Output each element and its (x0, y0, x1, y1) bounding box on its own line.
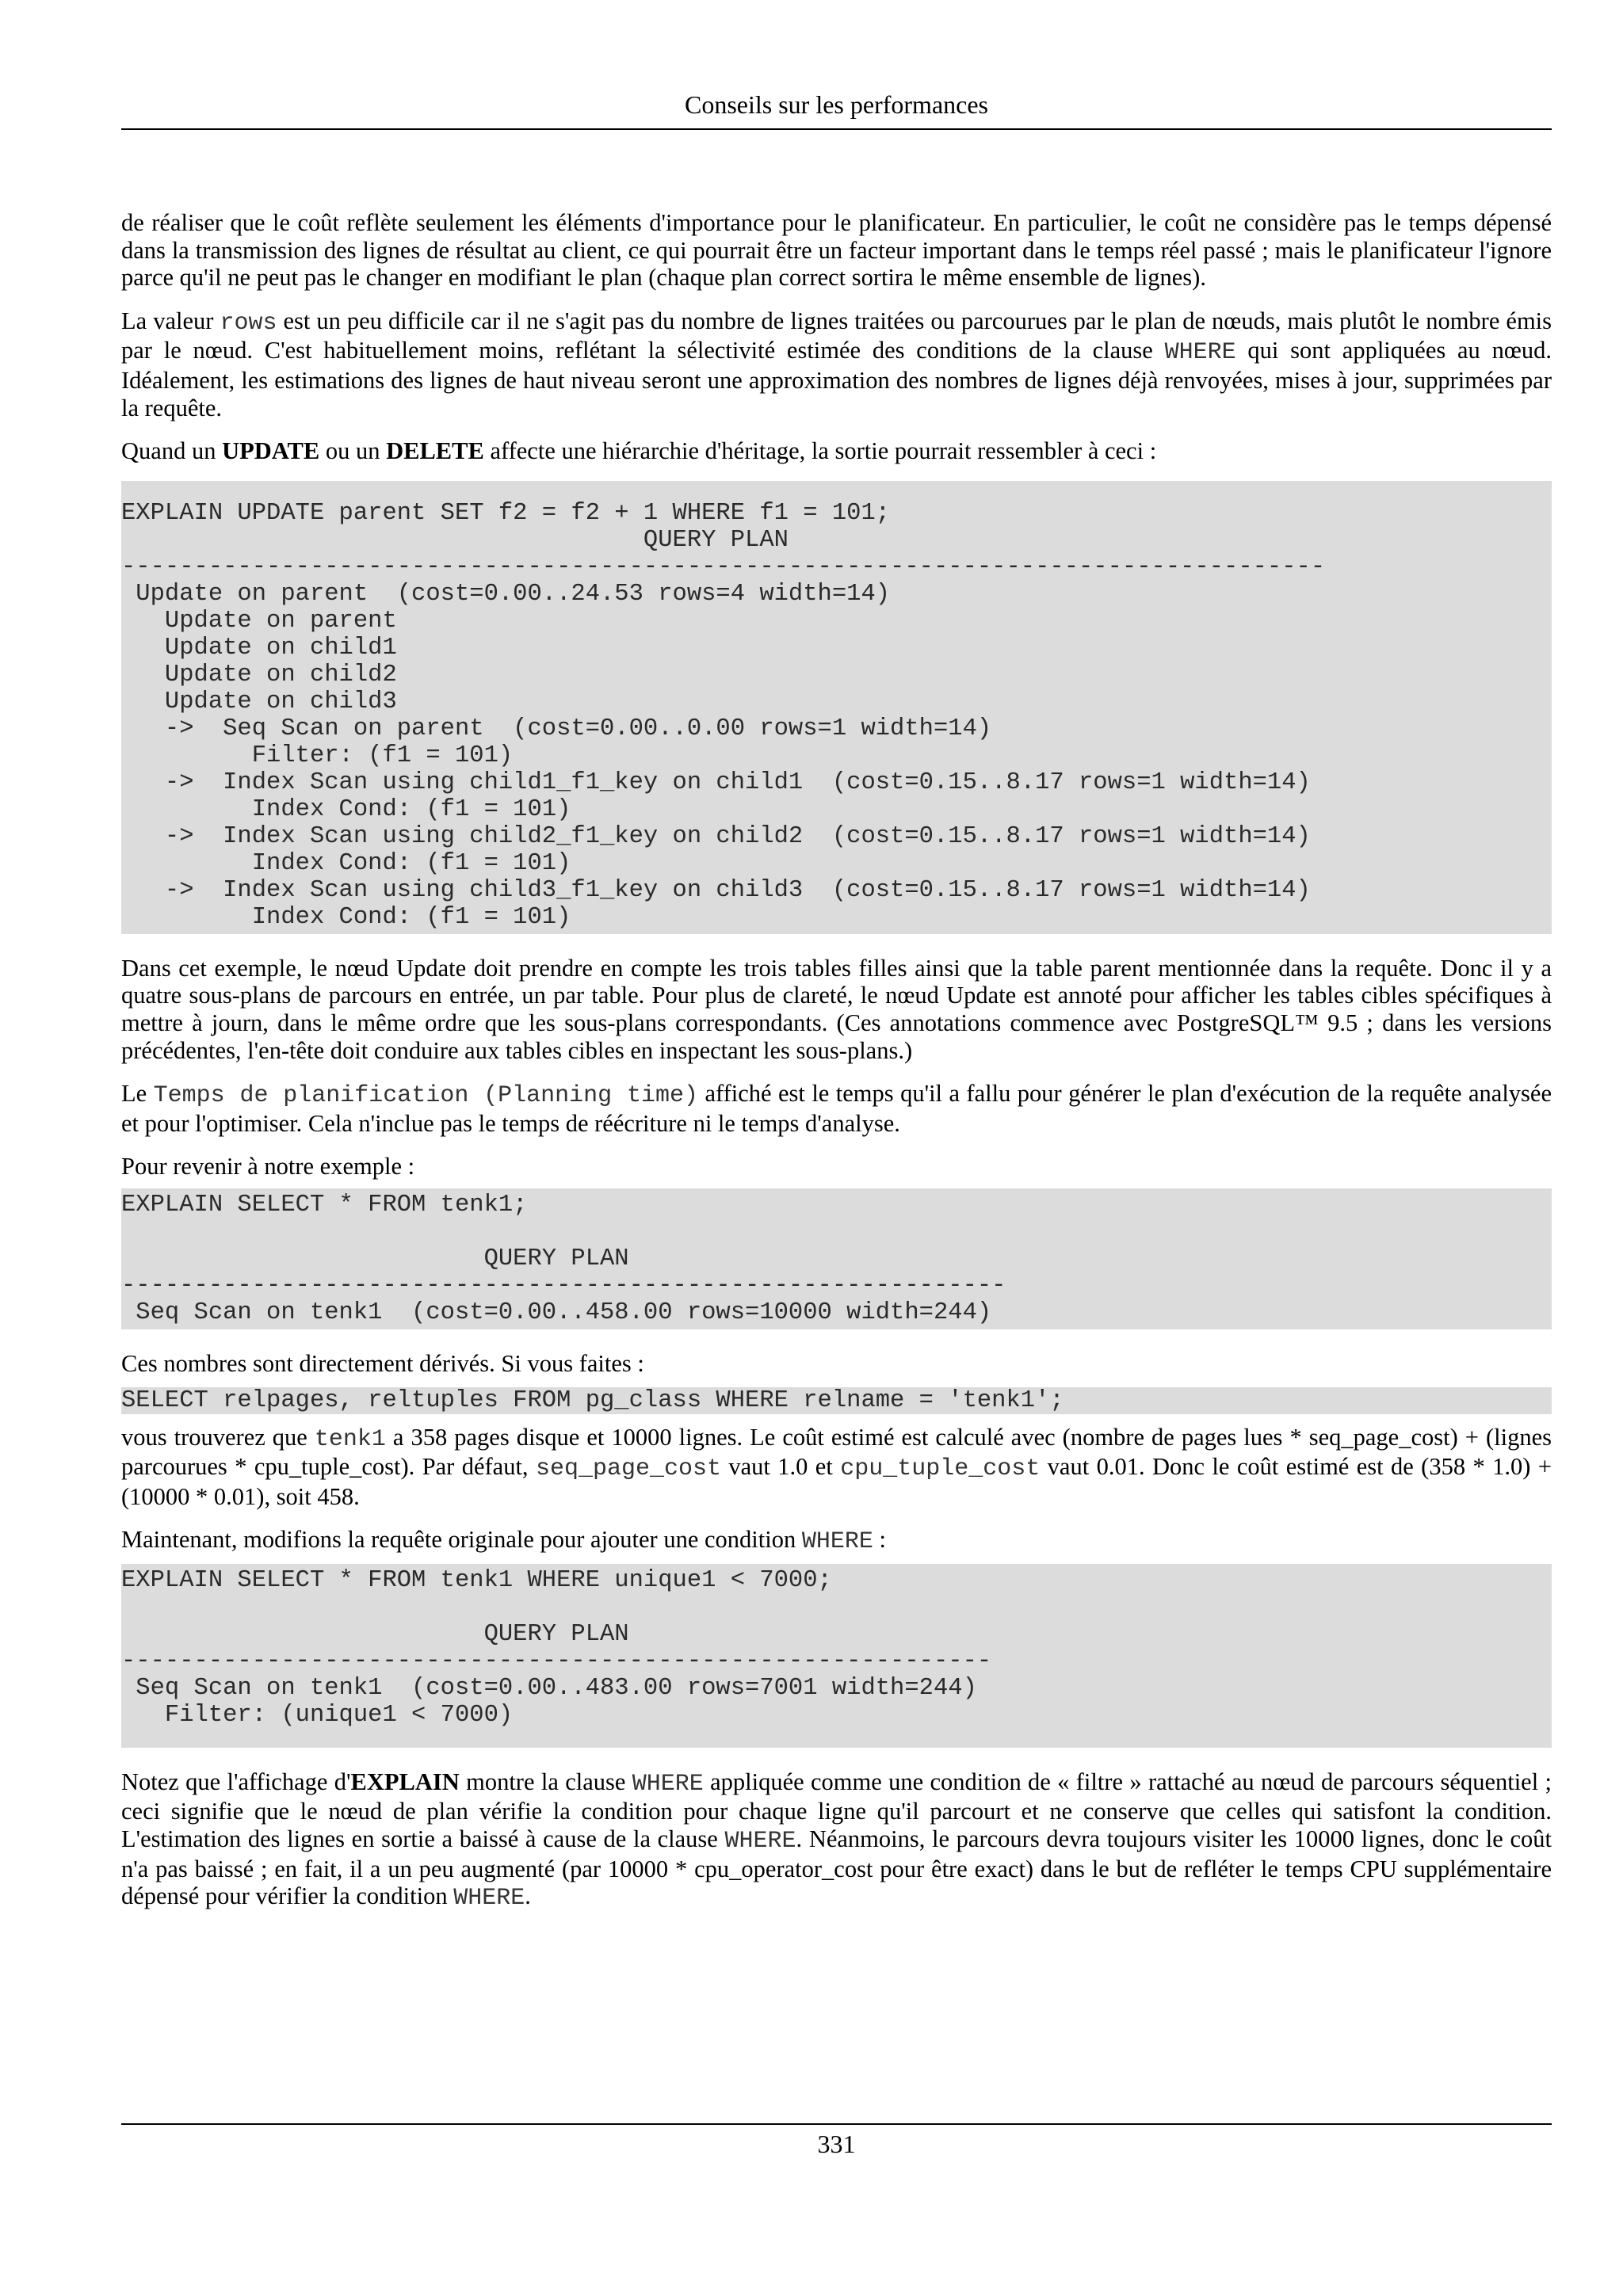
inline-code: WHERE (632, 1770, 704, 1798)
paragraph-cost-calculation (121, 1424, 1552, 1511)
code-line: Seq Scan on tenk1 (cost=0.00..483.00 rows=7001 width=244) (121, 1674, 977, 1702)
text-run: affecte une hiérarchie d'héritage, la sortie pourrait ressembler à ceci : (483, 437, 1157, 465)
text-run: appliquée comme une condition de « filtre » rattaché au nœud de parcours séquentiel ; ceci signifie que le nœud de plan vérifie la condition pour chaque ligne qu'il parcourt et ne conserve que celles qui satisfont la condition. L'estimation des lignes en sortie a baissé à cause de la clause (121, 1768, 1552, 1853)
paragraph-text: Ces nombres sont directement dérivés. Si vous faites : (121, 1349, 644, 1377)
code-block-select-relpages (121, 1387, 1552, 1414)
running-footer (121, 2123, 1552, 2161)
text-run: montre la clause (459, 1768, 632, 1795)
paragraph-where-condition (121, 1526, 1552, 1556)
text-run: vaut 1.0 et (720, 1453, 841, 1481)
running-header: Conseils sur les performances (121, 87, 1552, 130)
code-line: ------------------------------------------------------------- (121, 1272, 1006, 1299)
inline-code: rows (220, 309, 277, 337)
code-line: Filter: (unique1 < 7000) (121, 1701, 514, 1729)
paragraph-numbers-derived (121, 1350, 1552, 1378)
code-line: -> Seq Scan on parent (cost=0.00..0.00 rows=1 width=14) (121, 715, 992, 742)
paragraph-update-example (121, 955, 1552, 1064)
code-line (121, 1219, 1552, 1245)
code-line: Index Cond: (f1 = 101) (121, 849, 571, 877)
code-line: Seq Scan on tenk1 (cost=0.00..458.00 rows=10000 width=244) (121, 1299, 992, 1326)
code-line: -> Index Scan using child2_f1_key on child2 (cost=0.15..8.17 rows=1 width=14) (121, 822, 1311, 850)
inline-code: seq_page_cost (535, 1455, 721, 1483)
paragraph-planning-time (121, 1080, 1552, 1137)
code-line: Update on child2 (121, 661, 397, 688)
paragraph-return-example (121, 1153, 1552, 1180)
code-block-explain-select (121, 1188, 1552, 1329)
bold-keyword: DELETE (386, 437, 484, 465)
text-run: . Néanmoins, le parcours devra toujours visiter les 10000 lignes, donc le coût n'a pas baissé ; en fait, il a un peu augmenté (par 10000 * cpu_operator_cost pour être exact) dans le but de refléter le temps CPU supplémentaire dépensé pour vérifier la condition (121, 1825, 1552, 1910)
code-line: -> Index Scan using child1_f1_key on child1 (cost=0.15..8.17 rows=1 width=14) (121, 769, 1311, 796)
code-line: Update on parent (cost=0.00..24.53 rows=4 width=14) (121, 580, 891, 608)
text-run: a 358 pages disque et 10000 lignes. Le coût estimé est calculé avec (nombre de pages lues * seq_page_cost) + (lignes parcourues * cpu_tuple_cost). Par défaut, (121, 1423, 1552, 1481)
code-line: Index Cond: (f1 = 101) (121, 795, 571, 823)
code-line: QUERY PLAN (121, 1245, 629, 1272)
code-block-explain-update (121, 481, 1552, 934)
code-line: Filter: (f1 = 101) (121, 742, 514, 769)
paragraph-rows-value (121, 307, 1552, 421)
page-content (121, 209, 1552, 1913)
code-line: Update on parent (121, 607, 397, 635)
code-line: SELECT relpages, reltuples FROM pg_class WHERE relname = 'tenk1'; (121, 1386, 1064, 1414)
text-run: vaut 0.01. Donc le coût estimé est de (358 * 1.0) + (10000 * 0.01), soit 458. (121, 1453, 1552, 1510)
paragraph-text: Dans cet exemple, le nœud Update doit prendre en compte les trois tables filles ainsi que la table parent mentionnée dans la requête. Donc il y a quatre sous-plans de parcours en entrée, un par table. Pour plus de clareté, le nœud Update est annoté pour afficher les tables cibles spécifiques à mettre à journ, dans le même ordre que les sous-plans correspondants. (Ces annotations commence avec PostgreSQL™ 9.5 ; dans les versions précédentes, l'en-tête doit conduire aux tables cibles en inspectant les sous-plans.) (121, 954, 1552, 1064)
text-run: est un peu difficile car il ne s'agit pas du nombre de lignes traitées ou parcourues par le plan de nœuds, mais plutôt le nombre émis par le nœud. C'est habituellement moins, reflétant la sélectivité estimée des conditions de la clause (121, 307, 1552, 364)
text-run: qui sont appliquées au nœud. Idéalement, les estimations des lignes de haut niveau seront une approximation des nombres de lignes déjà renvoyées, mises à jour, supprimées par la requête. (121, 337, 1552, 421)
inline-code: tenk1 (314, 1425, 386, 1453)
inline-code: WHERE (453, 1885, 525, 1913)
code-line: EXPLAIN UPDATE parent SET f2 = f2 + 1 WHERE f1 = 101; (121, 499, 891, 527)
inline-code: WHERE (724, 1828, 796, 1855)
paragraph-text: Pour revenir à notre exemple : (121, 1153, 415, 1180)
bold-keyword: EXPLAIN (350, 1768, 460, 1795)
inline-code: Temps de planification (Planning time) (153, 1082, 699, 1110)
text-run: Notez que l'affichage d' (121, 1768, 351, 1795)
inline-code: WHERE (801, 1528, 873, 1556)
code-line: Update on child3 (121, 688, 397, 715)
text-run: La valeur (121, 307, 220, 334)
bold-keyword: UPDATE (222, 437, 320, 465)
text-run: Le (121, 1080, 154, 1108)
code-line: QUERY PLAN (121, 526, 789, 554)
paragraph-text: de réaliser que le coût reflète seulement les éléments d'importance pour le planificateur. En particulier, le coût ne considère pas le temps dépensé dans la transmission des lignes de résultat au client, ce qui pourrait être un facteur important dans le temps réel passé ; mais le planificateur l'ignore parce qu'il ne peut pas le changer en modifiant le plan (chaque plan correct sortira le même ensemble de lignes). (121, 209, 1552, 292)
text-run: vous trouverez que (121, 1423, 315, 1451)
paragraph-cost-explanation (121, 209, 1552, 292)
page-number: 331 (817, 2130, 856, 2158)
inline-code: cpu_tuple_cost (840, 1455, 1041, 1483)
paragraph-filter-explanation (121, 1768, 1552, 1913)
code-line: -> Index Scan using child3_f1_key on child3 (cost=0.15..8.17 rows=1 width=14) (121, 876, 1311, 904)
code-line: EXPLAIN SELECT * FROM tenk1; (121, 1191, 528, 1219)
text-run: Maintenant, modifions la requête originale pour ajouter une condition (121, 1526, 802, 1554)
code-block-explain-where (121, 1564, 1552, 1748)
code-line: ------------------------------------------------------------ (121, 1647, 992, 1675)
text-run: Quand un (121, 437, 223, 465)
text-run: . (525, 1882, 531, 1910)
paragraph-update-delete-intro (121, 437, 1552, 465)
text-run: : (873, 1526, 886, 1554)
page (121, 87, 1552, 1928)
inline-code: WHERE (1164, 339, 1236, 367)
code-line: ----------------------------------------------------------------------------------- (121, 553, 1326, 581)
code-line (121, 1594, 1552, 1621)
code-line: Update on child1 (121, 634, 397, 662)
text-run: ou un (319, 437, 387, 465)
text-run: affiché est le temps qu'il a fallu pour générer le plan d'exécution de la requête analysée et pour l'optimiser. Cela n'inclue pas le temps de réécriture ni le temps d'analyse. (121, 1080, 1552, 1137)
code-line: Index Cond: (f1 = 101) (121, 903, 571, 931)
code-line: QUERY PLAN (121, 1620, 629, 1648)
code-line: EXPLAIN SELECT * FROM tenk1 WHERE unique1 < 7000; (121, 1566, 832, 1594)
